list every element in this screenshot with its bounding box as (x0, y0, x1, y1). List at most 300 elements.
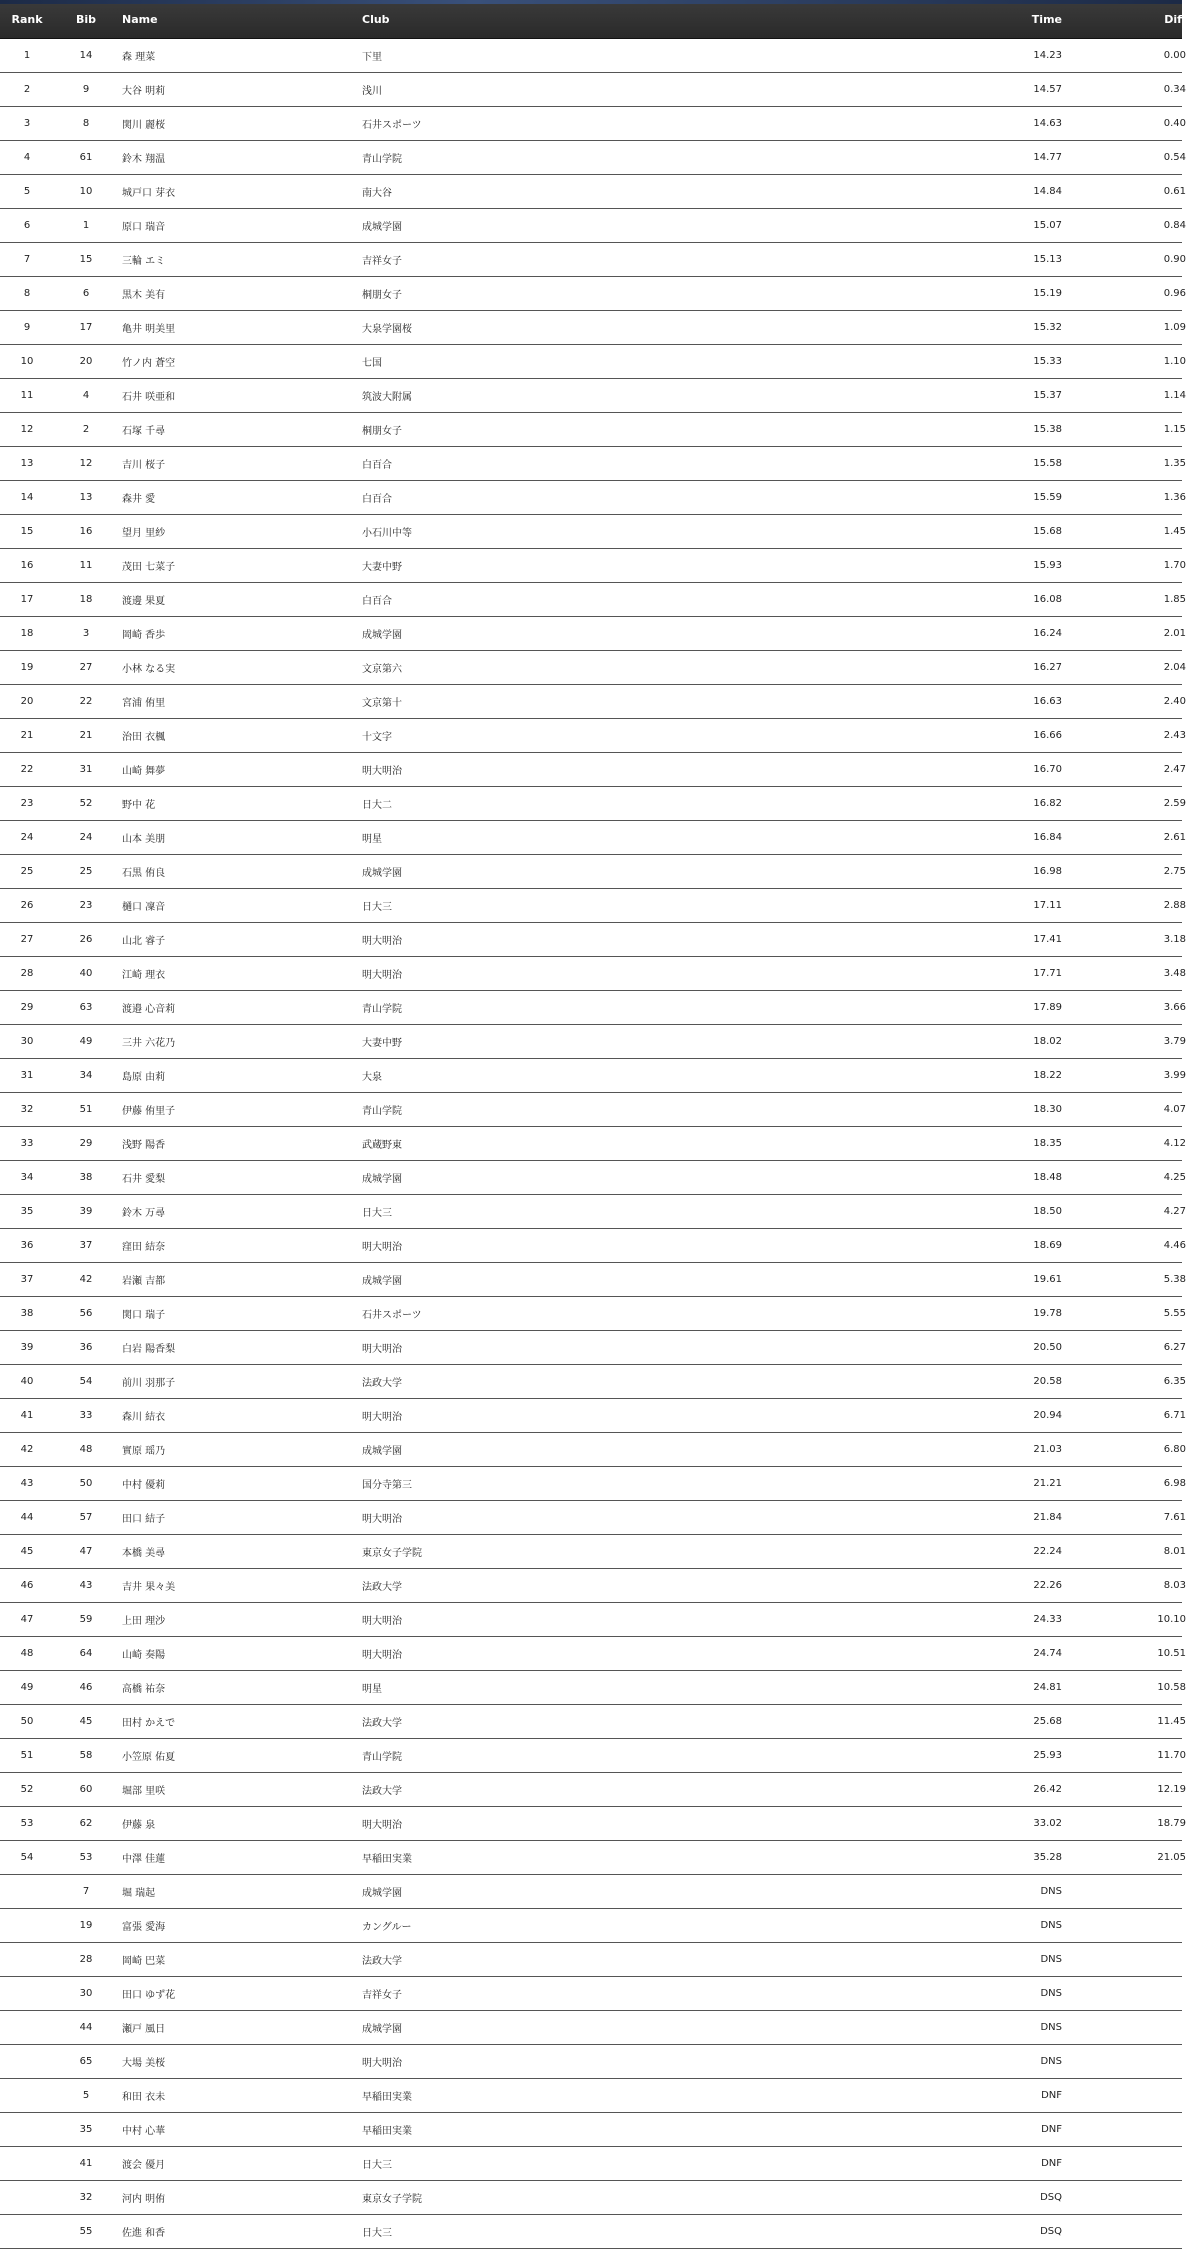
bib-cell: 6 (82, 288, 90, 299)
table-row (0, 2181, 1182, 2215)
rank-cell: 13 (20, 458, 34, 469)
rank-cell: 29 (20, 1002, 34, 1013)
diff-cell: 1.35 (1163, 458, 1186, 469)
diff-cell: 0.40 (1163, 118, 1186, 129)
bib-cell: 31 (79, 764, 93, 775)
bib-cell: 12 (79, 458, 93, 469)
time-cell: 20.94 (1033, 1410, 1062, 1421)
bib-cell: 55 (79, 2226, 93, 2237)
diff-cell: 10.58 (1157, 1682, 1186, 1693)
bib-cell: 21 (79, 730, 93, 741)
time-cell: 15.19 (1033, 288, 1062, 299)
club-cell: 七国 (362, 358, 382, 369)
time-cell: 15.32 (1033, 322, 1062, 333)
club-cell: 石井スポーツ (362, 120, 422, 131)
table-row (0, 1195, 1186, 1229)
rank-cell: 23 (20, 798, 34, 809)
time-cell: 18.35 (1033, 1138, 1062, 1149)
table-row (0, 1875, 1182, 1909)
club-cell: 青山学院 (362, 1106, 402, 1117)
diff-cell: 1.10 (1163, 356, 1186, 367)
name-cell: 茂田 七菜子 (122, 562, 176, 573)
bib-cell: 36 (79, 1342, 93, 1353)
name-cell: 小笠原 佑夏 (122, 1752, 176, 1763)
bib-cell: 37 (79, 1240, 93, 1251)
club-cell: 桐朋女子 (362, 426, 402, 437)
table-row (0, 1093, 1186, 1127)
header-bib[interactable]: Bib (75, 12, 97, 26)
club-cell: 明大明治 (362, 970, 402, 981)
table-row (0, 2215, 1182, 2249)
club-cell: 国分寺第三 (362, 1480, 412, 1491)
bib-cell: 56 (79, 1308, 93, 1319)
time-cell: DNS (1040, 2022, 1062, 2033)
name-cell: 前川 羽那子 (122, 1378, 176, 1389)
name-cell: 大谷 明莉 (122, 86, 166, 97)
rank-cell: 2 (23, 84, 31, 95)
bib-cell: 52 (79, 798, 93, 809)
name-cell: 森井 愛 (122, 494, 156, 505)
rank-cell: 17 (20, 594, 34, 605)
table-body (0, 39, 1186, 2249)
name-cell: 山北 睿子 (122, 936, 166, 947)
club-cell: 桐朋女子 (362, 290, 402, 301)
time-cell: 22.24 (1033, 1546, 1062, 1557)
bib-cell: 58 (79, 1750, 93, 1761)
bib-cell: 32 (79, 2192, 93, 2203)
table-row (0, 651, 1186, 685)
time-cell: 15.59 (1033, 492, 1062, 503)
time-cell: 16.08 (1033, 594, 1062, 605)
table-row (0, 175, 1186, 209)
header-diff[interactable]: Diff (1164, 12, 1186, 26)
name-cell: 岩瀬 吉都 (122, 1276, 166, 1287)
name-cell: 望月 里紗 (122, 528, 166, 539)
name-cell: 渡邊 果夏 (122, 596, 166, 607)
club-cell: 大妻中野 (362, 562, 402, 573)
club-cell: 吉祥女子 (362, 256, 402, 267)
club-cell: 白百合 (362, 596, 392, 607)
time-cell: 14.84 (1033, 186, 1062, 197)
table-row (0, 1161, 1186, 1195)
club-cell: 吉祥女子 (362, 1990, 402, 2001)
rank-cell: 19 (20, 662, 34, 673)
diff-cell: 3.79 (1163, 1036, 1186, 1047)
diff-cell: 1.85 (1163, 594, 1186, 605)
time-cell: DNF (1041, 2158, 1062, 2169)
bib-cell: 48 (79, 1444, 93, 1455)
club-cell: 白百合 (362, 460, 392, 471)
name-cell: 浅野 陽香 (122, 1140, 166, 1151)
rank-cell: 37 (20, 1274, 34, 1285)
table-row (0, 515, 1186, 549)
name-cell: 田村 かえで (122, 1718, 176, 1729)
name-cell: 森 理菜 (122, 52, 156, 63)
name-cell: 関川 麗桜 (122, 120, 166, 131)
bib-cell: 24 (79, 832, 93, 843)
bib-cell: 13 (79, 492, 93, 503)
time-cell: 16.63 (1033, 696, 1062, 707)
name-cell: 森川 結衣 (122, 1412, 166, 1423)
diff-cell: 1.70 (1163, 560, 1186, 571)
bib-cell: 47 (79, 1546, 93, 1557)
name-cell: 小林 なる実 (122, 664, 176, 675)
time-cell: 14.77 (1033, 152, 1062, 163)
table-row (0, 209, 1186, 243)
bib-cell: 63 (79, 1002, 93, 1013)
rank-cell: 18 (20, 628, 34, 639)
time-cell: DNS (1040, 1988, 1062, 1999)
rank-cell: 1 (23, 50, 31, 61)
name-cell: 瀬戸 風日 (122, 2024, 166, 2035)
time-cell: DNS (1040, 2056, 1062, 2067)
name-cell: 堀部 里咲 (122, 1786, 166, 1797)
club-cell: 法政大学 (362, 1378, 402, 1389)
bib-cell: 23 (79, 900, 93, 911)
table-row (0, 1671, 1186, 1705)
name-cell: 鈴木 万尋 (122, 1208, 166, 1219)
time-cell: 15.58 (1033, 458, 1062, 469)
time-cell: 21.03 (1033, 1444, 1062, 1455)
club-cell: 法政大学 (362, 1956, 402, 1967)
club-cell: 浅川 (362, 86, 382, 97)
name-cell: 石井 咲亜和 (122, 392, 176, 403)
time-cell: 18.22 (1033, 1070, 1062, 1081)
table-row (0, 1297, 1186, 1331)
time-cell: 15.33 (1033, 356, 1062, 367)
time-cell: 14.57 (1033, 84, 1062, 95)
club-cell: 法政大学 (362, 1786, 402, 1797)
table-row (0, 1059, 1186, 1093)
header-name[interactable]: Name (122, 12, 158, 26)
name-cell: 伊藤 侑里子 (122, 1106, 176, 1117)
club-cell: 明大明治 (362, 936, 402, 947)
diff-cell: 18.79 (1157, 1818, 1186, 1829)
bib-cell: 20 (79, 356, 93, 367)
bib-cell: 25 (79, 866, 93, 877)
table-row (0, 1705, 1186, 1739)
name-cell: 富張 愛海 (122, 1922, 166, 1933)
bib-cell: 2 (82, 424, 90, 435)
name-cell: 岡崎 香歩 (122, 630, 166, 641)
bib-cell: 42 (79, 1274, 93, 1285)
time-cell: 17.71 (1033, 968, 1062, 979)
diff-cell: 3.48 (1163, 968, 1186, 979)
table-row (0, 1841, 1186, 1875)
rank-cell: 31 (20, 1070, 34, 1081)
rank-cell: 46 (20, 1580, 34, 1591)
rank-cell: 28 (20, 968, 34, 979)
rank-cell: 34 (20, 1172, 34, 1183)
club-cell: 明大明治 (362, 1820, 402, 1831)
bib-cell: 10 (79, 186, 93, 197)
time-cell: 26.42 (1033, 1784, 1062, 1795)
name-cell: 関口 瑞子 (122, 1310, 166, 1321)
bib-cell: 18 (79, 594, 93, 605)
name-cell: 竹ノ内 蒼空 (122, 358, 176, 369)
club-cell: 早稲田実業 (362, 2092, 412, 2103)
bib-cell: 14 (79, 50, 93, 61)
rank-cell: 48 (20, 1648, 34, 1659)
bib-cell: 45 (79, 1716, 93, 1727)
header-club[interactable]: Club (362, 12, 390, 26)
name-cell: 原口 瑞音 (122, 222, 166, 233)
rank-cell: 4 (23, 152, 31, 163)
name-cell: 上田 理沙 (122, 1616, 166, 1627)
name-cell: 島原 由莉 (122, 1072, 166, 1083)
rank-cell: 44 (20, 1512, 34, 1523)
bib-cell: 53 (79, 1852, 93, 1863)
bib-cell: 49 (79, 1036, 93, 1047)
time-cell: DNS (1040, 1886, 1062, 1897)
bib-cell: 33 (79, 1410, 93, 1421)
rank-cell: 8 (23, 288, 31, 299)
time-cell: 25.68 (1033, 1716, 1062, 1727)
rank-cell: 7 (23, 254, 31, 265)
table-row (0, 1365, 1186, 1399)
name-cell: 山崎 舞夢 (122, 766, 166, 777)
name-cell: 和田 衣未 (122, 2092, 166, 2103)
name-cell: 渡会 優月 (122, 2160, 166, 2171)
diff-cell: 2.47 (1163, 764, 1186, 775)
name-cell: 岡崎 巴菜 (122, 1956, 166, 1967)
time-cell: DNS (1040, 1920, 1062, 1931)
table-row (0, 1399, 1186, 1433)
name-cell: 鈴木 翔温 (122, 154, 166, 165)
time-cell: 17.41 (1033, 934, 1062, 945)
table-row (0, 379, 1186, 413)
table-row (0, 787, 1186, 821)
diff-cell: 0.34 (1163, 84, 1186, 95)
diff-cell: 5.55 (1163, 1308, 1186, 1319)
club-cell: 東京女子学院 (362, 1548, 422, 1559)
diff-cell: 5.38 (1163, 1274, 1186, 1285)
club-cell: 明大明治 (362, 1650, 402, 1661)
bib-cell: 62 (79, 1818, 93, 1829)
name-cell: 大場 美桜 (122, 2058, 166, 2069)
time-cell: 20.58 (1033, 1376, 1062, 1387)
club-cell: 文京第十 (362, 698, 402, 709)
rank-cell: 45 (20, 1546, 34, 1557)
diff-cell: 10.10 (1157, 1614, 1186, 1625)
rank-cell: 39 (20, 1342, 34, 1353)
bib-cell: 46 (79, 1682, 93, 1693)
club-cell: 青山学院 (362, 154, 402, 165)
bib-cell: 3 (82, 628, 90, 639)
bib-cell: 22 (79, 696, 93, 707)
rank-cell: 43 (20, 1478, 34, 1489)
name-cell: 三輪 エミ (122, 256, 166, 267)
bib-cell: 65 (79, 2056, 93, 2067)
diff-cell: 6.27 (1163, 1342, 1186, 1353)
diff-cell: 21.05 (1157, 1852, 1186, 1863)
table-row (0, 107, 1186, 141)
bib-cell: 29 (79, 1138, 93, 1149)
time-cell: 16.84 (1033, 832, 1062, 843)
club-cell: 成城学園 (362, 1446, 402, 1457)
table-row (0, 2113, 1182, 2147)
club-cell: 早稲田実業 (362, 1854, 412, 1865)
diff-cell: 6.71 (1163, 1410, 1186, 1421)
name-cell: 田口 結子 (122, 1514, 166, 1525)
bib-cell: 57 (79, 1512, 93, 1523)
club-cell: 大泉学園桜 (362, 324, 412, 335)
table-row (0, 855, 1186, 889)
club-cell: 下里 (362, 52, 382, 63)
club-cell: 明大明治 (362, 1242, 402, 1253)
table-row (0, 1943, 1182, 1977)
time-cell: DNF (1041, 2124, 1062, 2135)
diff-cell: 0.00 (1163, 50, 1186, 61)
club-cell: 明大明治 (362, 1616, 402, 1627)
diff-cell: 8.03 (1163, 1580, 1186, 1591)
time-cell: 15.07 (1033, 220, 1062, 231)
club-cell: 明大明治 (362, 2058, 402, 2069)
club-cell: 日大三 (362, 2160, 392, 2171)
time-cell: 16.82 (1033, 798, 1062, 809)
diff-cell: 2.43 (1163, 730, 1186, 741)
time-cell: 16.98 (1033, 866, 1062, 877)
diff-cell: 2.59 (1163, 798, 1186, 809)
table-row (0, 1569, 1186, 1603)
rank-cell: 41 (20, 1410, 34, 1421)
diff-cell: 1.45 (1163, 526, 1186, 537)
rank-cell: 16 (20, 560, 34, 571)
table-row (0, 141, 1186, 175)
time-cell: DSQ (1040, 2192, 1062, 2203)
club-cell: カングルー (362, 1922, 412, 1933)
name-cell: 石塚 千尋 (122, 426, 166, 437)
bib-cell: 41 (79, 2158, 93, 2169)
rank-cell: 12 (20, 424, 34, 435)
diff-cell: 10.51 (1157, 1648, 1186, 1659)
name-cell: 城戸口 芽衣 (122, 188, 176, 199)
diff-cell: 1.09 (1163, 322, 1186, 333)
rank-cell: 20 (20, 696, 34, 707)
table-row (0, 1331, 1186, 1365)
rank-cell: 42 (20, 1444, 34, 1455)
table-row (0, 277, 1186, 311)
rank-cell: 15 (20, 526, 34, 537)
table-row (0, 447, 1186, 481)
name-cell: 渡邉 心音莉 (122, 1004, 176, 1015)
time-cell: DSQ (1040, 2226, 1062, 2237)
name-cell: 三井 六花乃 (122, 1038, 176, 1049)
bib-cell: 60 (79, 1784, 93, 1795)
header-rank[interactable]: Rank (11, 12, 43, 26)
club-cell: 成城学園 (362, 2024, 402, 2035)
diff-cell: 4.46 (1163, 1240, 1186, 1251)
header-time[interactable]: Time (1031, 12, 1062, 26)
name-cell: 河内 明侑 (122, 2194, 166, 2205)
bib-cell: 19 (79, 1920, 93, 1931)
club-cell: 早稲田実業 (362, 2126, 412, 2137)
table-row (0, 1127, 1186, 1161)
rank-cell: 27 (20, 934, 34, 945)
club-cell: 法政大学 (362, 1582, 402, 1593)
bib-cell: 16 (79, 526, 93, 537)
diff-cell: 2.61 (1163, 832, 1186, 843)
diff-cell: 3.66 (1163, 1002, 1186, 1013)
rank-cell: 47 (20, 1614, 34, 1625)
rank-cell: 36 (20, 1240, 34, 1251)
club-cell: 成城学園 (362, 1174, 402, 1185)
rank-cell: 40 (20, 1376, 34, 1387)
club-cell: 文京第六 (362, 664, 402, 675)
name-cell: 伊藤 泉 (122, 1820, 156, 1831)
club-cell: 青山学院 (362, 1004, 402, 1015)
bib-cell: 38 (79, 1172, 93, 1183)
time-cell: 16.27 (1033, 662, 1062, 673)
rank-cell: 24 (20, 832, 34, 843)
name-cell: 本橋 美尋 (122, 1548, 166, 1559)
bib-cell: 27 (79, 662, 93, 673)
diff-cell: 2.75 (1163, 866, 1186, 877)
club-cell: 武蔵野東 (362, 1140, 402, 1151)
diff-cell: 0.61 (1163, 186, 1186, 197)
time-cell: 16.66 (1033, 730, 1062, 741)
name-cell: 佐進 和香 (122, 2228, 166, 2239)
bib-cell: 54 (79, 1376, 93, 1387)
table-row (0, 1977, 1182, 2011)
table-row (0, 1501, 1186, 1535)
time-cell: 17.11 (1033, 900, 1062, 911)
rank-cell: 33 (20, 1138, 34, 1149)
diff-cell: 1.36 (1163, 492, 1186, 503)
name-cell: 堀 瑞起 (122, 1888, 156, 1899)
club-cell: 石井スポーツ (362, 1310, 422, 1321)
diff-cell: 7.61 (1163, 1512, 1186, 1523)
time-cell: 21.21 (1033, 1478, 1062, 1489)
name-cell: 白岩 陽香梨 (122, 1344, 176, 1355)
time-cell: 14.23 (1033, 50, 1062, 61)
club-cell: 東京女子学院 (362, 2194, 422, 2205)
club-cell: 成城学園 (362, 1888, 402, 1899)
time-cell: 15.38 (1033, 424, 1062, 435)
bib-cell: 4 (82, 390, 90, 401)
name-cell: 黒木 美有 (122, 290, 166, 301)
rank-cell: 54 (20, 1852, 34, 1863)
time-cell: 15.37 (1033, 390, 1062, 401)
rank-cell: 14 (20, 492, 34, 503)
time-cell: DNS (1040, 1954, 1062, 1965)
diff-cell: 12.19 (1157, 1784, 1186, 1795)
time-cell: 24.33 (1033, 1614, 1062, 1625)
bib-cell: 28 (79, 1954, 93, 1965)
diff-cell: 11.70 (1157, 1750, 1186, 1761)
name-cell: 中村 心華 (122, 2126, 166, 2137)
club-cell: 日大二 (362, 800, 392, 811)
diff-cell: 11.45 (1157, 1716, 1186, 1727)
table-row (0, 821, 1186, 855)
rank-cell: 51 (20, 1750, 34, 1761)
rank-cell: 22 (20, 764, 34, 775)
club-cell: 南大谷 (362, 188, 392, 199)
table-row (0, 2045, 1182, 2079)
name-cell: 山崎 奏陽 (122, 1650, 166, 1661)
time-cell: DNF (1041, 2090, 1062, 2101)
bib-cell: 26 (79, 934, 93, 945)
bib-cell: 8 (82, 118, 90, 129)
club-cell: 小石川中等 (362, 528, 412, 539)
time-cell: 14.63 (1033, 118, 1062, 129)
table-row (0, 311, 1186, 345)
bib-cell: 64 (79, 1648, 93, 1659)
table-row (0, 1025, 1186, 1059)
table-row (0, 957, 1186, 991)
name-cell: 宮浦 侑里 (122, 698, 166, 709)
table-row (0, 719, 1186, 753)
